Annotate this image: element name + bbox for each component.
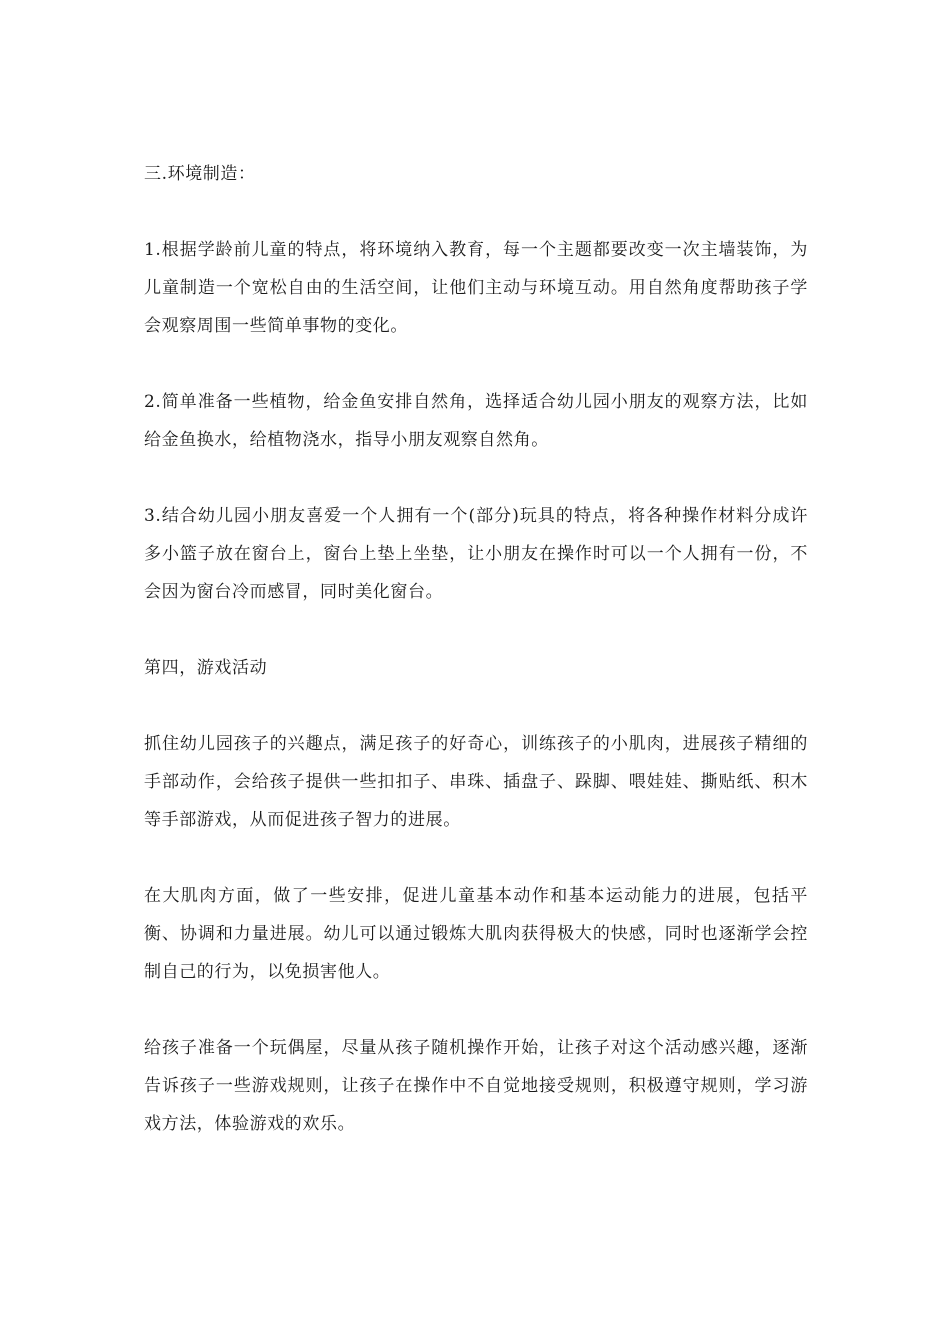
section-heading-games: 第四，游戏活动: [144, 658, 268, 678]
document-body: [144, 155, 808, 1143]
paragraph-gap: [144, 687, 808, 725]
paragraph-environment-3: 3.结合幼儿园小朋友喜爱一个人拥有一个(部分)玩具的特点，将各种操作材料分成许多小篮子放在窗台上，窗台上垫上坐垫，让小朋友在操作时可以一个人拥有一份，不会因为窗台冷而感冒，同时美化窗台。: [144, 506, 808, 602]
paragraph-gap: [144, 345, 808, 383]
paragraph-games-3: 给孩子准备一个玩偶屋，尽量从孩子随机操作开始，让孩子对这个活动感兴趣，逐渐告诉孩子一些游戏规则，让孩子在操作中不自觉地接受规则，积极遵守规则，学习游戏方法，体验游戏的欢乐。: [144, 1038, 808, 1134]
paragraph-gap: [144, 611, 808, 649]
section-heading-environment: 三.环境制造：: [144, 164, 256, 184]
paragraph-gap: [144, 839, 808, 877]
paragraph-gap: [144, 193, 808, 231]
paragraph-gap: [144, 991, 808, 1029]
paragraph-environment-2: 2.简单准备一些植物，给金鱼安排自然角，选择适合幼儿园小朋友的观察方法，比如给金鱼换水，给植物浇水，指导小朋友观察自然角。: [144, 392, 808, 450]
paragraph-gap: [144, 459, 808, 497]
paragraph-games-1: 抓住幼儿园孩子的兴趣点，满足孩子的好奇心，训练孩子的小肌肉，进展孩子精细的手部动作，会给孩子提供一些扣扣子、串珠、插盘子、跺脚、喂娃娃、撕贴纸、积木等手部游戏，从而促进孩子智力的进展。: [144, 734, 808, 830]
paragraph-games-2: 在大肌肉方面，做了一些安排，促进儿童基本动作和基本运动能力的进展，包括平衡、协调和力量进展。幼儿可以通过锻炼大肌肉获得极大的快感，同时也逐渐学会控制自己的行为，以免损害他人。: [144, 886, 808, 982]
paragraph-environment-1: 1.根据学龄前儿童的特点，将环境纳入教育，每一个主题都要改变一次主墙装饰，为儿童制造一个宽松自由的生活空间，让他们主动与环境互动。用自然角度帮助孩子学会观察周围一些简单事物的变化。: [144, 240, 808, 336]
